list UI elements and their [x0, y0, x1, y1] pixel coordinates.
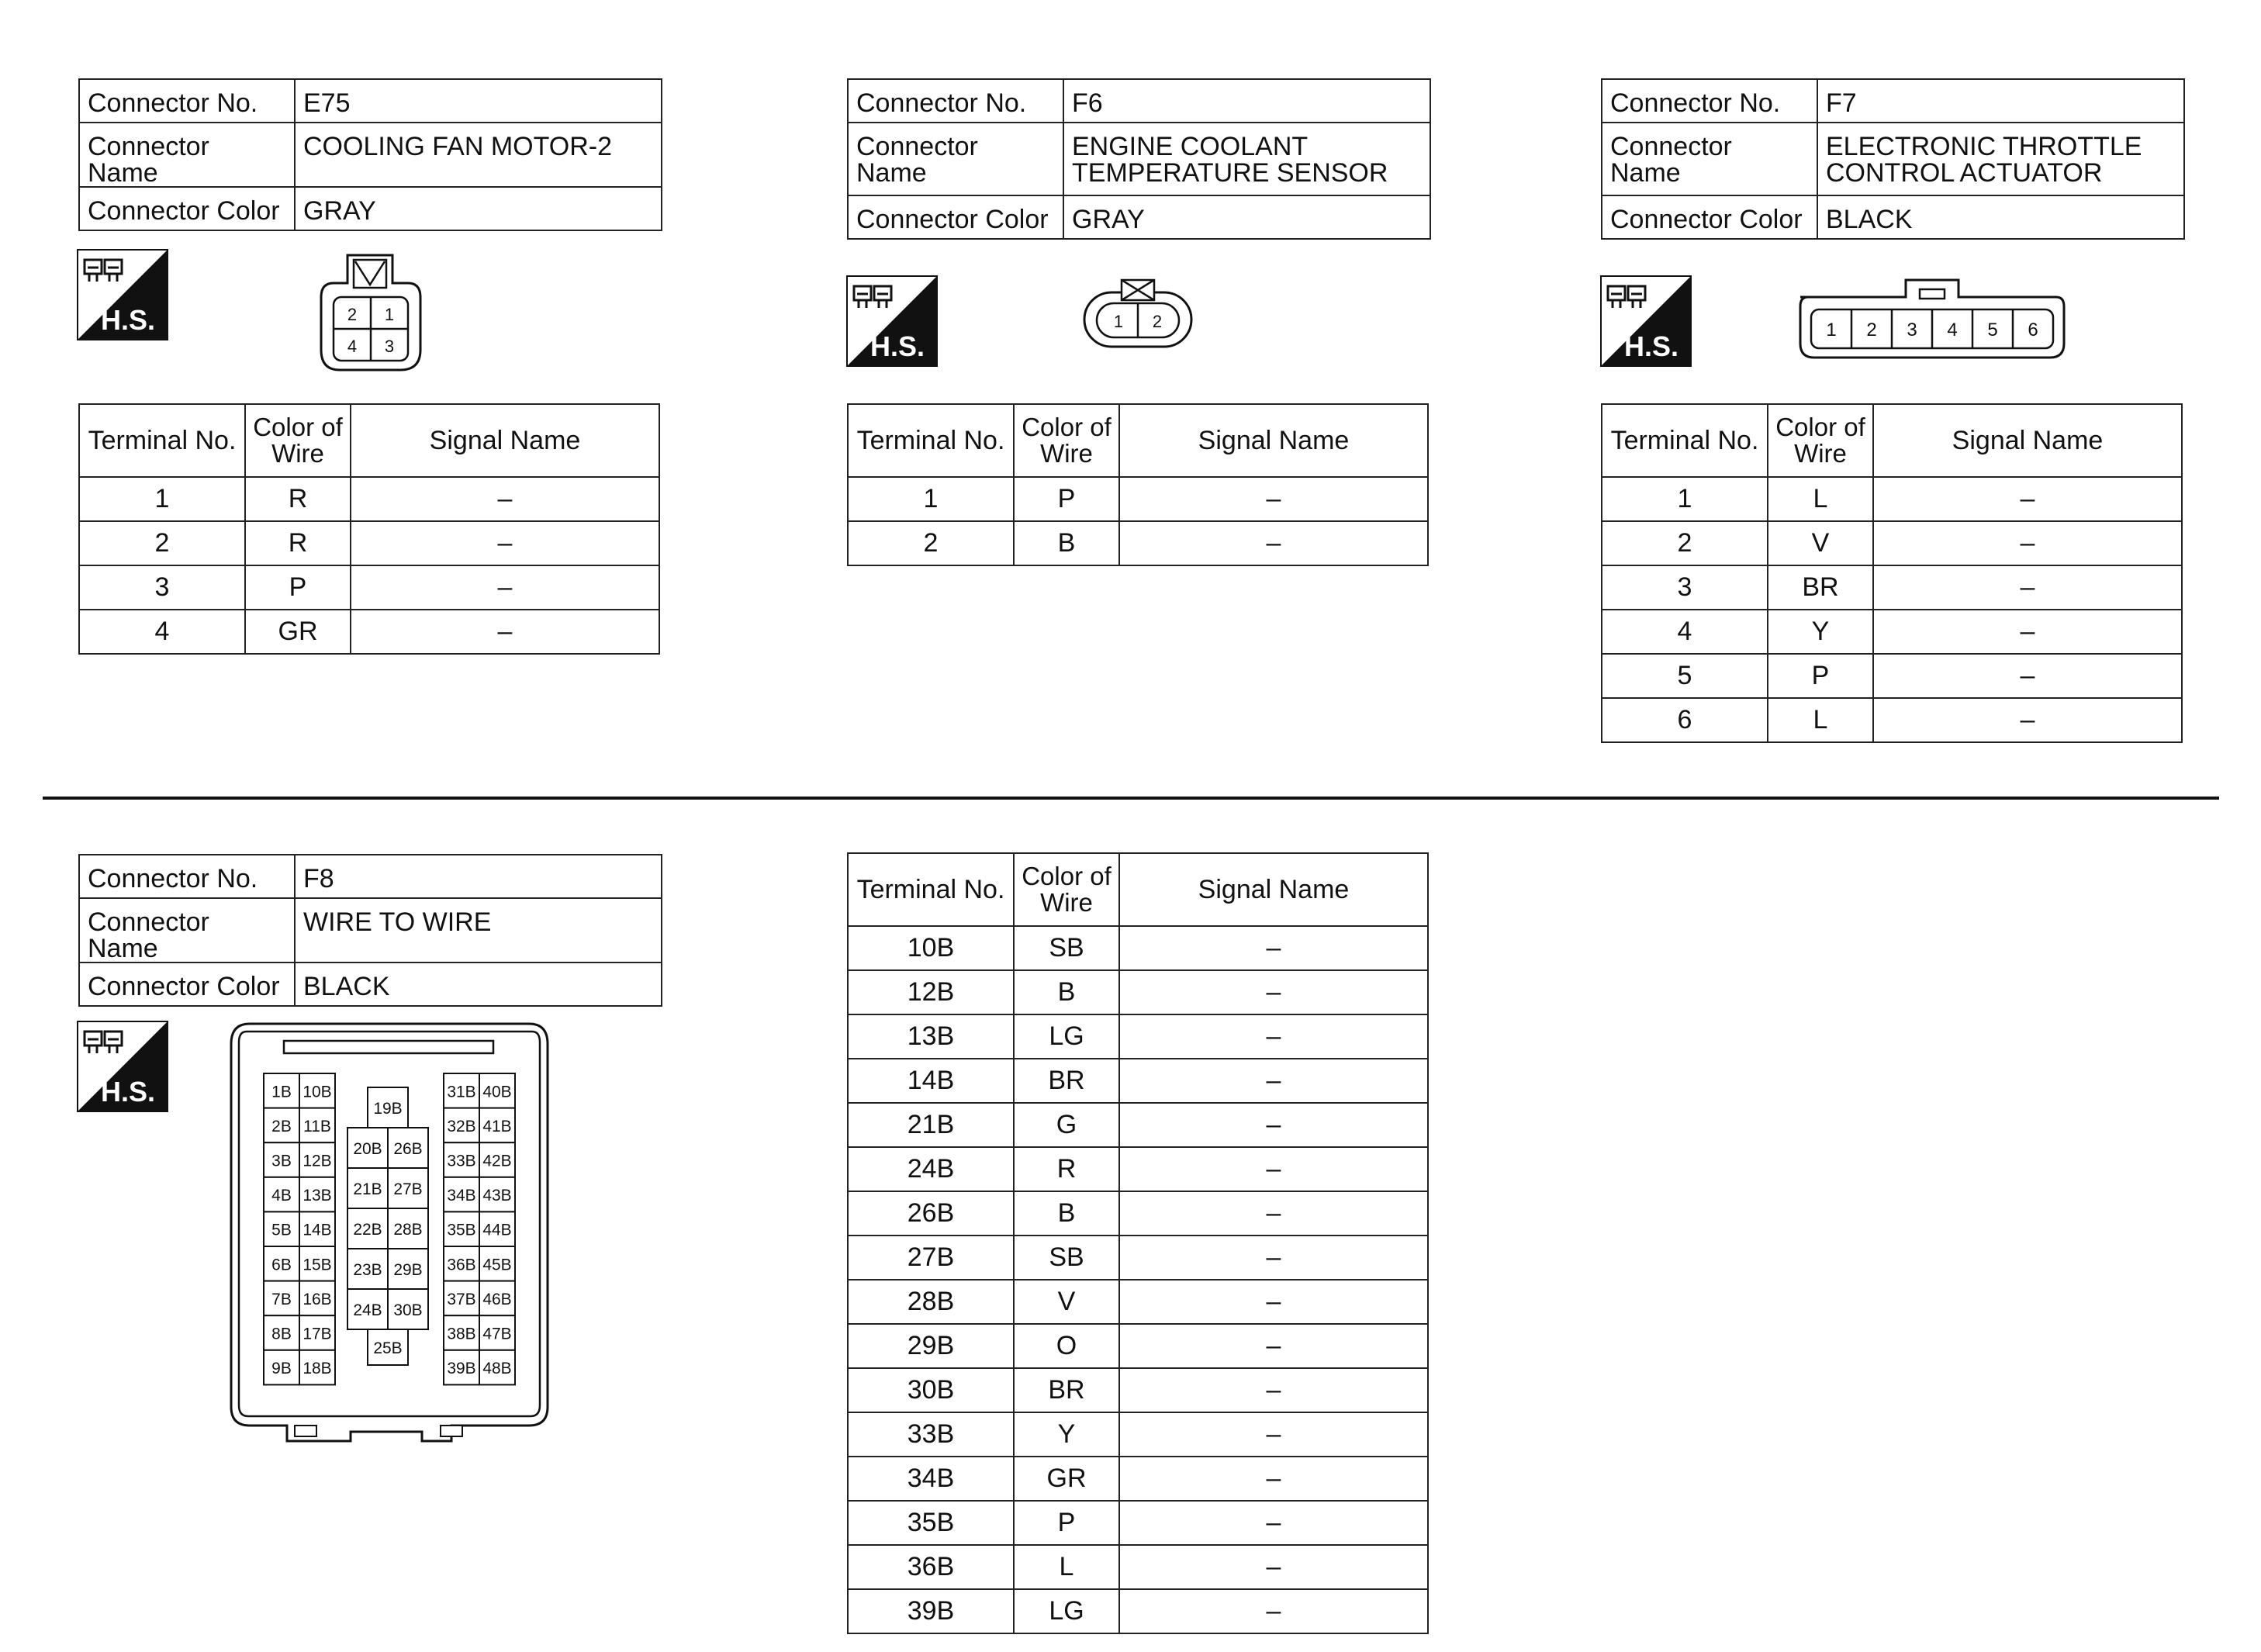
table-row [79, 477, 659, 521]
terminal-no-header: Terminal No. [79, 404, 245, 477]
terminal-cell: 24B [848, 1147, 1014, 1191]
connector-info-e75 [78, 78, 662, 231]
terminal-cell: 4 [79, 610, 245, 654]
terminal-cell: 29B [848, 1324, 1014, 1368]
signal-cell: – [1119, 1545, 1428, 1589]
signal-cell: – [1119, 1501, 1428, 1545]
pin-label: 47B [482, 1325, 512, 1343]
pin-label: 23B [353, 1261, 382, 1279]
wire-color-cell: GR [245, 610, 351, 654]
pin-label: 45B [482, 1256, 512, 1274]
wire-color-cell: R [245, 521, 351, 565]
terminal-no-header: Terminal No. [1602, 404, 1768, 477]
signal-cell: – [1119, 926, 1428, 970]
wire-color-cell: BR [1768, 565, 1873, 610]
terminal-cell: 27B [848, 1236, 1014, 1280]
wire-color-cell: LG [1014, 1014, 1119, 1059]
pin-label: 2 [1866, 320, 1877, 340]
signal-cell: – [351, 521, 659, 565]
wire-color-cell: R [1014, 1147, 1119, 1191]
connector-color-label: Connector Color [79, 187, 295, 230]
wire-color-cell: B [1014, 1191, 1119, 1236]
pin-label: 15B [303, 1256, 332, 1274]
connector-color-label: Connector Color [1602, 195, 1817, 239]
terminal-cell: 35B [848, 1501, 1014, 1545]
wire-color-cell: L [1014, 1545, 1119, 1589]
signal-name-header: Signal Name [1119, 404, 1428, 477]
connector-color-value: BLACK [1817, 195, 2184, 239]
signal-cell: – [1119, 1103, 1428, 1147]
pin-label: 16B [303, 1290, 332, 1308]
color-of-wire-header: Color of Wire [245, 404, 351, 477]
terminal-cell: 30B [848, 1368, 1014, 1412]
table-row [848, 1014, 1428, 1059]
wire-color-cell: V [1014, 1280, 1119, 1324]
connector-name-value: ENGINE COOLANT TEMPERATURE SENSOR [1063, 123, 1430, 195]
connector-no-label: Connector No. [848, 79, 1063, 123]
wire-color-cell: P [245, 565, 351, 610]
wire-color-cell: LG [1014, 1589, 1119, 1633]
terminal-no-header: Terminal No. [848, 404, 1014, 477]
signal-cell: – [1873, 565, 2182, 610]
signal-cell: – [1119, 1457, 1428, 1501]
table-row [1602, 521, 2182, 565]
hs-badge-icon [846, 275, 938, 367]
table-row [848, 1191, 1428, 1236]
terminal-cell: 2 [79, 521, 245, 565]
connector-face-f8 [226, 1022, 552, 1450]
signal-cell: – [1119, 1191, 1428, 1236]
pin-label: 18B [303, 1360, 332, 1378]
connector-name-label: Connector Name [79, 123, 295, 187]
terminal-cell: 3 [1602, 565, 1768, 610]
signal-cell: – [351, 477, 659, 521]
terminal-cell: 2 [848, 521, 1014, 565]
pin-label: 28B [393, 1221, 423, 1239]
table-row [848, 1368, 1428, 1412]
pin-label: 20B [353, 1140, 382, 1158]
table-row [1602, 565, 2182, 610]
table-row [848, 1280, 1428, 1324]
connector-color-label: Connector Color [79, 963, 295, 1006]
pin-label: 40B [482, 1083, 512, 1101]
pin-label: 8B [271, 1325, 292, 1343]
table-row [848, 477, 1428, 521]
connector-info-f8 [78, 854, 662, 1007]
pin-label: 1 [1113, 312, 1124, 331]
wire-color-cell: P [1768, 654, 1873, 698]
table-row [848, 1501, 1428, 1545]
pin-label: 32B [447, 1117, 476, 1135]
pin-label: 2 [347, 305, 358, 324]
wire-color-cell: GR [1014, 1457, 1119, 1501]
pin-label: 24B [353, 1301, 382, 1319]
wire-color-cell: B [1014, 970, 1119, 1014]
table-row [848, 1457, 1428, 1501]
terminal-cell: 5 [1602, 654, 1768, 698]
pin-label: 33B [447, 1152, 476, 1170]
table-row [848, 1589, 1428, 1633]
signal-cell: – [1119, 1014, 1428, 1059]
pin-label: 48B [482, 1360, 512, 1378]
signal-name-header: Signal Name [1873, 404, 2182, 477]
signal-cell: – [1119, 1589, 1428, 1633]
connector-no-value: E75 [295, 79, 662, 123]
connector-name-value: WIRE TO WIRE [295, 898, 662, 963]
wire-color-cell: BR [1014, 1368, 1119, 1412]
pin-label: 3 [1907, 320, 1917, 340]
section-divider [43, 797, 2219, 800]
pin-label: 37B [447, 1290, 476, 1308]
wire-color-cell: B [1014, 521, 1119, 565]
terminal-cell: 3 [79, 565, 245, 610]
connector-color-value: GRAY [1063, 195, 1430, 239]
table-row [79, 565, 659, 610]
table-row [1602, 698, 2182, 742]
connector-face-e75 [316, 252, 425, 376]
pin-label: 6 [2028, 320, 2038, 340]
signal-cell: – [1119, 1147, 1428, 1191]
terminal-cell: 13B [848, 1014, 1014, 1059]
signal-name-header: Signal Name [351, 404, 659, 477]
terminal-cell: 1 [1602, 477, 1768, 521]
pin-label: 21B [353, 1180, 382, 1198]
pin-label: 3B [271, 1152, 292, 1170]
connector-color-value: GRAY [295, 187, 662, 230]
connector-face-f6 [1081, 275, 1198, 353]
signal-cell: – [351, 610, 659, 654]
wire-color-cell: Y [1014, 1412, 1119, 1457]
table-row [79, 610, 659, 654]
table-row [79, 521, 659, 565]
pin-label: 7B [271, 1290, 292, 1308]
signal-cell: – [1873, 521, 2182, 565]
terminal-cell: 12B [848, 970, 1014, 1014]
pin-label: 3 [384, 337, 395, 356]
table-row [1602, 477, 2182, 521]
wire-color-cell: SB [1014, 1236, 1119, 1280]
wire-color-cell: O [1014, 1324, 1119, 1368]
signal-cell: – [1119, 1412, 1428, 1457]
wire-color-cell: L [1768, 698, 1873, 742]
pin-label: 4 [1947, 320, 1958, 340]
pin-label: 11B [303, 1117, 331, 1135]
table-row [848, 1059, 1428, 1103]
terminal-cell: 21B [848, 1103, 1014, 1147]
pin-label: 46B [482, 1290, 512, 1308]
table-row [848, 1412, 1428, 1457]
pin-label: 5 [1987, 320, 1998, 340]
pin-label: 10B [303, 1083, 332, 1101]
pin-label: 30B [393, 1301, 423, 1319]
pin-label: 4B [271, 1187, 292, 1205]
table-row [848, 1236, 1428, 1280]
wire-color-cell: P [1014, 1501, 1119, 1545]
terminal-no-header: Terminal No. [848, 853, 1014, 926]
color-of-wire-header: Color of Wire [1014, 404, 1119, 477]
pin-label: 41B [482, 1117, 512, 1135]
terminal-table-f7 [1601, 403, 2183, 743]
pin-label: 5B [271, 1221, 292, 1239]
wire-color-cell: SB [1014, 926, 1119, 970]
pin-label: 22B [353, 1221, 382, 1239]
terminal-cell: 14B [848, 1059, 1014, 1103]
connector-name-label: Connector Name [79, 898, 295, 963]
pin-label: 1 [384, 305, 395, 324]
table-row [848, 1324, 1428, 1368]
signal-cell: – [1119, 1236, 1428, 1280]
connector-info-f7 [1601, 78, 2185, 240]
pin-label: 19B [373, 1100, 403, 1118]
pin-label: 13B [303, 1187, 332, 1205]
pin-label: 31B [447, 1083, 476, 1101]
table-row [1602, 610, 2182, 654]
table-row [1602, 654, 2182, 698]
pin-label: 1 [1826, 320, 1837, 340]
terminal-cell: 39B [848, 1589, 1014, 1633]
color-of-wire-header: Color of Wire [1768, 404, 1873, 477]
pin-label: 43B [482, 1187, 512, 1205]
signal-cell: – [351, 565, 659, 610]
signal-cell: – [1873, 654, 2182, 698]
terminal-table-f6 [847, 403, 1429, 566]
signal-cell: – [1119, 1280, 1428, 1324]
connector-no-value: F8 [295, 855, 662, 898]
wire-color-cell: Y [1768, 610, 1873, 654]
pin-label: 1B [271, 1083, 292, 1101]
pin-label: 34B [447, 1187, 476, 1205]
wire-color-cell: BR [1014, 1059, 1119, 1103]
connector-color-value: BLACK [295, 963, 662, 1006]
signal-cell: – [1119, 477, 1428, 521]
signal-cell: – [1873, 477, 2182, 521]
hs-badge-text: H.S. [100, 304, 156, 336]
wire-color-cell: R [245, 477, 351, 521]
terminal-cell: 34B [848, 1457, 1014, 1501]
hs-badge-icon [1600, 275, 1692, 367]
table-row [848, 926, 1428, 970]
table-row [848, 521, 1428, 565]
wire-color-cell: L [1768, 477, 1873, 521]
pin-label: 44B [482, 1221, 512, 1239]
terminal-cell: 10B [848, 926, 1014, 970]
pin-label: 25B [373, 1339, 403, 1357]
pin-label: 12B [303, 1152, 332, 1170]
connector-no-label: Connector No. [1602, 79, 1817, 123]
connector-name-label: Connector Name [848, 123, 1063, 195]
connector-name-value: COOLING FAN MOTOR-2 [295, 123, 662, 187]
pin-label: 39B [447, 1360, 476, 1378]
terminal-table-f8 [847, 852, 1429, 1634]
pin-label: 27B [393, 1180, 423, 1198]
table-row [848, 1147, 1428, 1191]
color-of-wire-header: Color of Wire [1014, 853, 1119, 926]
connector-info-f6 [847, 78, 1431, 240]
terminal-cell: 28B [848, 1280, 1014, 1324]
signal-cell: – [1119, 1324, 1428, 1368]
connector-no-label: Connector No. [79, 79, 295, 123]
table-row [848, 1103, 1428, 1147]
table-row [848, 970, 1428, 1014]
connector-name-value: ELECTRONIC THROTTLE CONTROL ACTUATOR [1817, 123, 2184, 195]
connector-no-label: Connector No. [79, 855, 295, 898]
terminal-cell: 2 [1602, 521, 1768, 565]
wire-color-cell: G [1014, 1103, 1119, 1147]
terminal-cell: 6 [1602, 698, 1768, 742]
table-row [848, 1545, 1428, 1589]
terminal-cell: 33B [848, 1412, 1014, 1457]
wire-color-cell: P [1014, 477, 1119, 521]
signal-cell: – [1119, 1368, 1428, 1412]
hs-badge-text: H.S. [869, 330, 925, 362]
connector-no-value: F6 [1063, 79, 1430, 123]
pin-label: 38B [447, 1325, 476, 1343]
pin-label: 2 [1152, 312, 1163, 331]
connector-face-f7 [1793, 275, 2072, 361]
hs-badge-text: H.S. [100, 1076, 156, 1108]
connector-color-label: Connector Color [848, 195, 1063, 239]
signal-cell: – [1119, 1059, 1428, 1103]
hs-badge-icon [77, 249, 168, 340]
connector-name-label: Connector Name [1602, 123, 1817, 195]
terminal-cell: 26B [848, 1191, 1014, 1236]
terminal-cell: 1 [79, 477, 245, 521]
hs-badge-text: H.S. [1623, 330, 1679, 362]
pin-label: 14B [303, 1221, 332, 1239]
pin-label: 4 [347, 337, 358, 356]
signal-cell: – [1119, 521, 1428, 565]
hs-badge-icon [77, 1021, 168, 1112]
terminal-cell: 36B [848, 1545, 1014, 1589]
terminal-cell: 4 [1602, 610, 1768, 654]
pin-label: 17B [303, 1325, 332, 1343]
pin-label: 36B [447, 1256, 476, 1274]
terminal-cell: 1 [848, 477, 1014, 521]
wire-color-cell: V [1768, 521, 1873, 565]
connector-no-value: F7 [1817, 79, 2184, 123]
pin-label: 35B [447, 1221, 476, 1239]
pin-label: 6B [271, 1256, 292, 1274]
terminal-table-e75 [78, 403, 660, 655]
signal-cell: – [1873, 610, 2182, 654]
pin-label: 9B [271, 1360, 292, 1378]
pin-label: 42B [482, 1152, 512, 1170]
signal-cell: – [1873, 698, 2182, 742]
signal-cell: – [1119, 970, 1428, 1014]
signal-name-header: Signal Name [1119, 853, 1428, 926]
pin-label: 26B [393, 1140, 423, 1158]
pin-label: 29B [393, 1261, 423, 1279]
pin-label: 2B [271, 1117, 292, 1135]
